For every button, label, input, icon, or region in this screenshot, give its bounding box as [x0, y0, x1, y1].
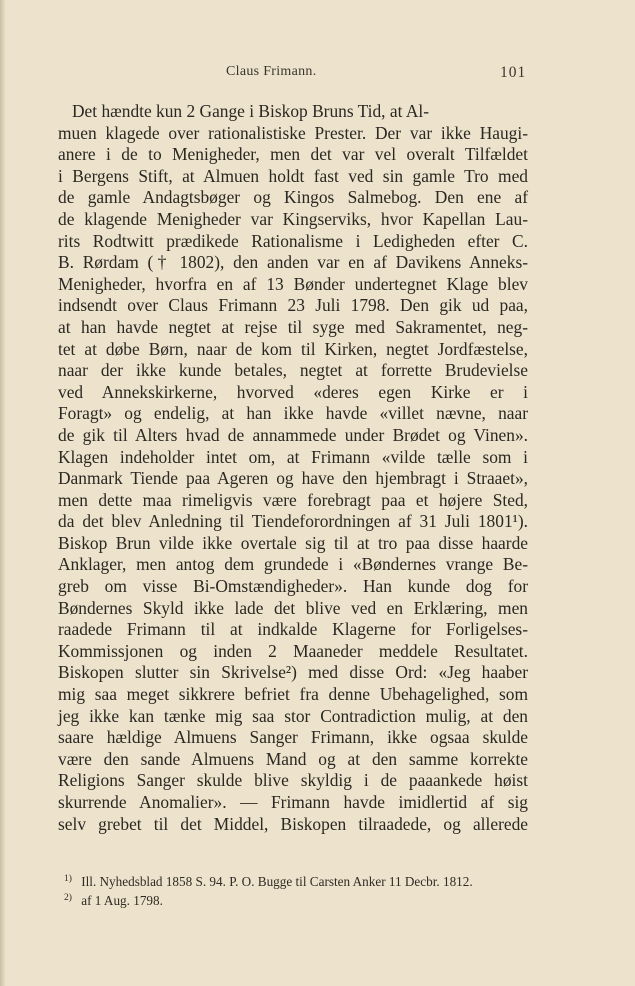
text-line: Bøndernes Skyld ikke lade det blive ved en Erklæring, men [58, 597, 528, 618]
text-line: da det blev Anledning til Tiendeforordningen af 31 Juli 1801¹). [58, 511, 528, 532]
footnote-text: af 1 Aug. 1798. [81, 893, 163, 908]
text-line: i Bergens Stift, at Almuen holdt fast ved sin gamle Tro med [58, 165, 528, 186]
text-line: skurrende Anomalier». — Frimann havde imidlertid af sig [58, 792, 528, 812]
text-line: Det hændte kun 2 Gange i Biskop Bruns Tid, at Al- [72, 101, 429, 121]
text-line: jeg ikke kan tænke mig saa stor Contradiction mulig, at den [58, 705, 528, 726]
text-line: tet at døbe Børn, naar de kom til Kirken, negtet Jordfæstelse, [58, 338, 528, 359]
page-number: 101 [500, 64, 527, 81]
text-line: at han havde negtet at rejse til syge med Sakramentet, neg- [58, 316, 528, 337]
text-line: Biskopen slutter sin Skrivelse²) med disse Ord: «Jeg haaber [58, 662, 528, 683]
text-line: greb om visse Bi-Omstændigheder». Han kunde dog for [58, 576, 528, 597]
text-line: Danmark Tiende paa Ageren og have den hjembragt i Straaet», [58, 468, 528, 489]
text-line: men dette maa rimeligvis være forebragt paa et højere Sted, [58, 489, 528, 510]
text-line: de gik til Alters hvad de annammede under Brødet og Vinen». [58, 424, 528, 445]
text-line: rits Rodtwitt prædikede Rationalisme i Ledigheden efter C. [58, 230, 528, 251]
page-edge-shadow [0, 0, 6, 986]
text-line: de klagende Menigheder var Kingserviks, hvor Kapellan Lau- [58, 208, 528, 229]
text-line: Religions Sanger skulde blive skyldig i de paaankede høist [58, 770, 528, 791]
text-line: B. Rørdam († 1802), den anden var en af Davikens Anneks- [58, 252, 528, 273]
text-line: de gamle Andagtsbøger og Kingos Salmebog. Den ene af [58, 187, 528, 208]
footnote [58, 871, 528, 890]
text-line: Anklager, men antog dem grundede i «Bøndernes vrange Be- [58, 554, 528, 575]
body-text [58, 101, 528, 835]
running-header [0, 64, 635, 84]
running-title: Claus Frimann. [226, 64, 317, 79]
text-line: saare hældige Almuens Sanger Frimann, ikke ogsaa skulde [58, 727, 528, 748]
text-line: naar der ikke kunde betales, negtet at forrette Brudevielse [58, 360, 528, 381]
footnotes [58, 871, 528, 909]
footnote-mark: 2) [64, 893, 72, 903]
text-line: muen klagede over rationalistiske Prester. Der var ikke Haugi- [58, 122, 528, 143]
text-line: Biskop Brun vilde ikke overtale sig til at tro paa disse haarde [58, 532, 528, 553]
text-line: være den sande Almuens Mand og at den samme korrekte [58, 748, 528, 769]
text-line: Kommissjonen og inden 2 Maaneder meddele Resultatet. [58, 640, 528, 661]
text-line: selv grebet til det Middel, Biskopen tilraadede, og allerede [58, 813, 528, 834]
text-line: anere i de to Menigheder, men det var vel overalt Tilfældet [58, 144, 528, 165]
text-line: Menigheder, hvorfra en af 13 Bønder undertegnet Klage blev [58, 273, 528, 294]
text-line: Klagen indeholder intet om, at Frimann «vilde tælle som i [58, 446, 528, 467]
footnote-text: Ill. Nyhedsblad 1858 S. 94. P. O. Bugge til Carsten Anker 11 Decbr. 1812. [81, 874, 473, 889]
text-line: mig saa meget sikkrere befriet fra denne Ubehagelighed, som [58, 684, 528, 705]
text-line: raadede Frimann til at indkalde Klagerne for Forligelses- [58, 619, 528, 640]
text-line: Foragt» og endelig, at han ikke havde «villet nævne, naar [58, 403, 528, 424]
text-line: ved Annekskirkerne, hvorved «deres egen Kirke er i [58, 381, 528, 402]
footnote [58, 890, 528, 909]
text-line: indsendt over Claus Frimann 23 Juli 1798. Den gik ud paa, [58, 295, 528, 316]
footnote-mark: 1) [64, 874, 72, 884]
